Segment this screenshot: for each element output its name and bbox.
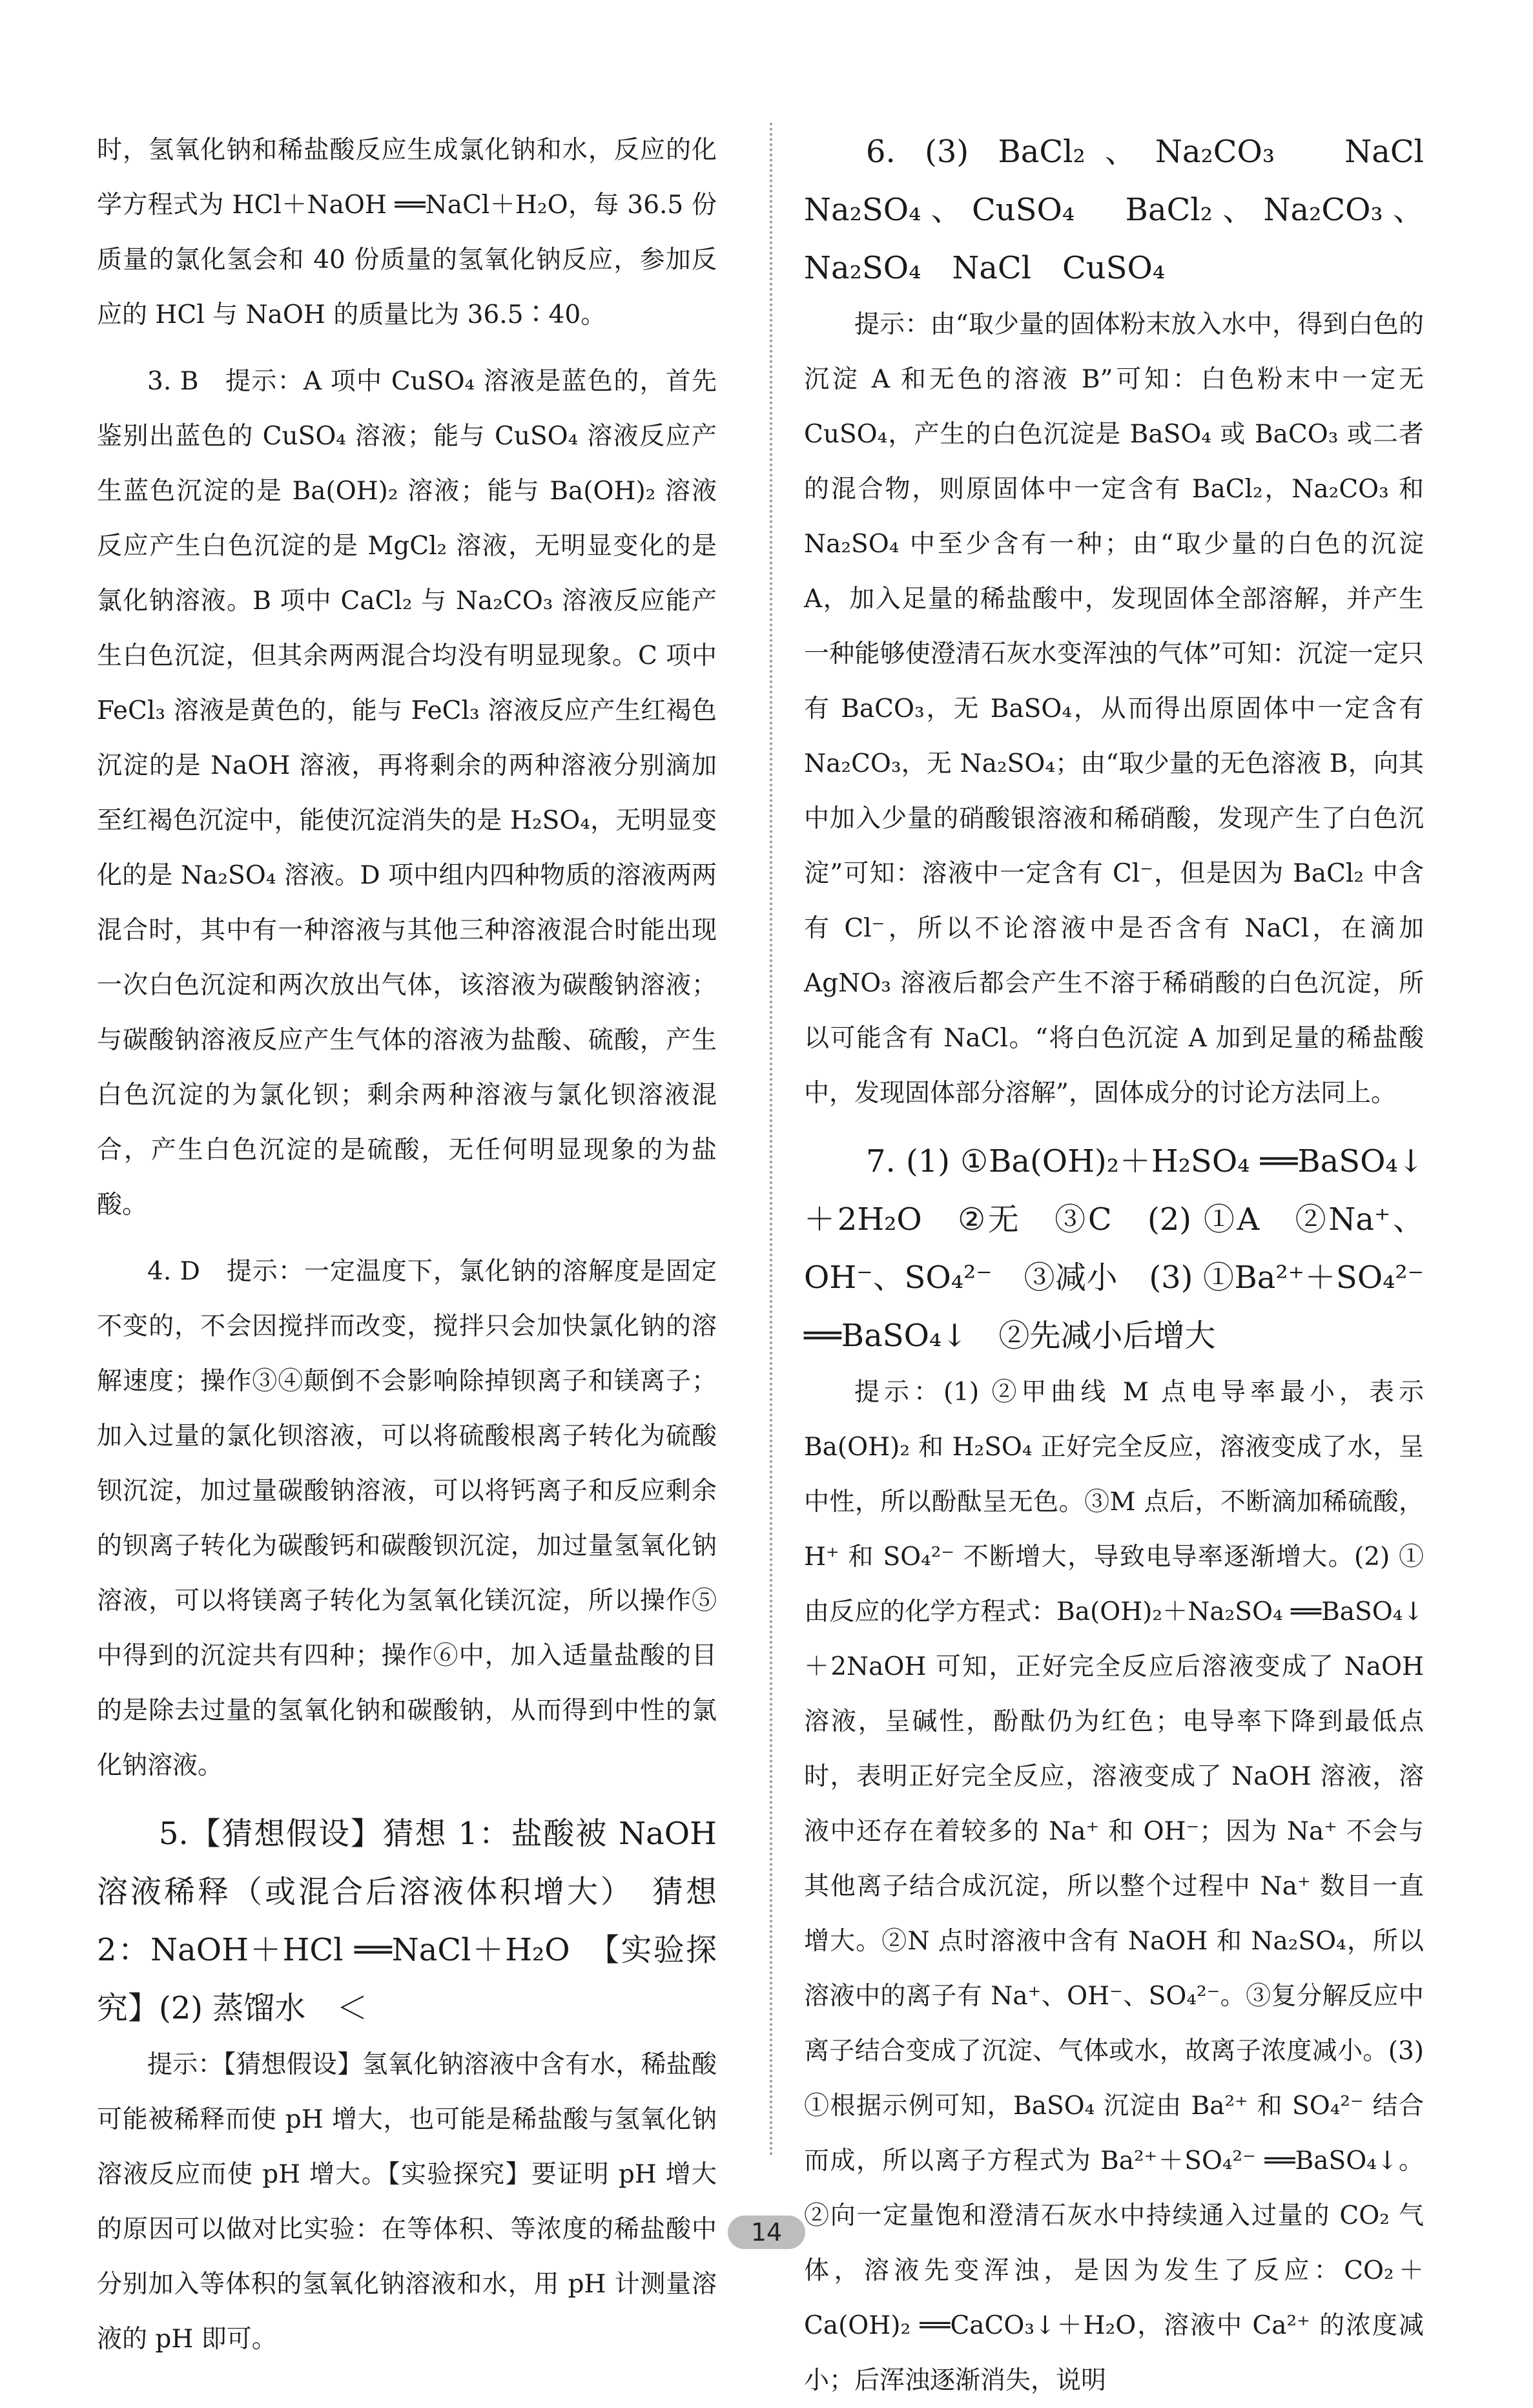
- right-paragraph-4: 提示：(1) ②甲曲线 M 点电导率最小，表示 Ba(OH)₂ 和 H₂SO₄ 正好完全反应，溶液变成了水，呈中性，所以酚酞呈无色。③M 点后，不断滴加稀硫酸，H⁺ 和 SO₄²⁻ 不断增大，导致电导率逐渐增大。(2) ①由反应的化学方程式：Ba(OH)₂＋Na₂SO₄ ══BaSO₄↓＋2NaOH 可知，正好完全反应后溶液变成了 NaOH 溶液，呈碱性，酚酞仍为红色；电导率下降到最低点时，表明正好完全反应，溶液变成了 NaOH 溶液，溶液中还存在着较多的 Na⁺ 和 OH⁻；因为 Na⁺ 不会与其他离子结合成沉淀，所以整个过程中 Na⁺ 数目一直增大。②N 点时溶液中含有 NaOH 和 Na₂SO₄，所以溶液中的离子有 Na⁺、OH⁻、SO₄²⁻。③复分解反应中离子结合变成了沉淀、气体或水，故离子浓度减小。(3) ①根据示例可知，BaSO₄ 沉淀由 Ba²⁺ 和 SO₄²⁻ 结合而成，所以离子方程式为 Ba²⁺＋SO₄²⁻ ══BaSO₄↓。②向一定量饱和澄清石灰水中持续通入过量的 CO₂ 气体，溶液先变浑浊，是因为发生了反应：CO₂＋Ca(OH)₂ ══CaCO₃↓＋H₂O，溶液中 Ca²⁺ 的浓度减小；后浑浊逐渐消失，说明: [804, 1378, 1424, 2395]
- left-paragraph-1: 时，氢氧化钠和稀盐酸反应生成氯化钠和水，反应的化学方程式为 HCl＋NaOH ══NaCl＋H₂O，每 36.5 份质量的氯化氢会和 40 份质量的氢氧化钠反应，参加反应的 HCl 与 NaOH 的质量比为 36.5∶40。: [97, 136, 717, 329]
- left-paragraph-2: 3. B 提示：A 项中 CuSO₄ 溶液是蓝色的，首先鉴别出蓝色的 CuSO₄ 溶液；能与 CuSO₄ 溶液反应产生蓝色沉淀的是 Ba(OH)₂ 溶液；能与 Ba(OH)₂ 溶液反应产生白色沉淀的是 MgCl₂ 溶液，无明显变化的是氯化钠溶液。B 项中 CaCl₂ 与 Na₂CO₃ 溶液反应能产生白色沉淀，但其余两两混合均没有明显现象。C 项中 FeCl₃ 溶液是黄色的，能与 FeCl₃ 溶液反应产生红褐色沉淀的是 NaOH 溶液，再将剩余的两种溶液分别滴加至红褐色沉淀中，能使沉淀消失的是 H₂SO₄，无明显变化的是 Na₂SO₄ 溶液。D 项中组内四种物质的溶液两两混合时，其中有一种溶液与其他三种溶液混合时能出现一次白色沉淀和两次放出气体，该溶液为碳酸钠溶液；与碳酸钠溶液反应产生气体的溶液为盐酸、硫酸，产生白色沉淀的为氯化钡；剩余两种溶液与氯化钡溶液混合，产生白色沉淀的是硫酸，无任何明显现象的为盐酸。: [97, 367, 717, 1220]
- page-number: 14: [728, 2216, 805, 2249]
- left-paragraph-5: 提示：【猜想假设】氢氧化钠溶液中含有水，稀盐酸可能被稀释而使 pH 增大，也可能是稀盐酸与氢氧化钠溶液反应而使 pH 增大。【实验探究】要证明 pH 增大的原因可以做对比实验：在等体积、等浓度的稀盐酸中分别加入等体积的氢氧化钠溶液和水，用 pH 计测量溶液的 pH 即可。: [97, 2050, 717, 2354]
- left-column: [97, 123, 717, 2367]
- right-paragraph-2: 提示：由“取少量的固体粉末放入水中，得到白色的沉淀 A 和无色的溶液 B”可知：白色粉末中一定无 CuSO₄，产生的白色沉淀是 BaSO₄ 或 BaCO₃ 或二者的混合物，则原固体中一定含有 BaCl₂，Na₂CO₃ 和 Na₂SO₄ 中至少含有一种；由“取少量的白色的沉淀 A，加入足量的稀盐酸中，发现固体全部溶解，并产生一种能够使澄清石灰水变浑浊的气体”可知：沉淀一定只有 BaCO₃，无 BaSO₄，从而得出原固体中一定含有 Na₂CO₃，无 Na₂SO₄；由“取少量的无色溶液 B，向其中加入少量的硝酸银溶液和稀硝酸，发现产生了白色沉淀”可知：溶液中一定含有 Cl⁻，但是因为 BaCl₂ 中含有 Cl⁻，所以不论溶液中是否含有 NaCl，在滴加 AgNO₃ 溶液后都会产生不溶于稀硝酸的白色沉淀，所以可能含有 NaCl。“将白色沉淀 A 加到足量的稀盐酸中，发现固体部分溶解”，固体成分的讨论方法同上。: [804, 310, 1424, 1108]
- column-divider: [770, 123, 772, 2157]
- right-column: [804, 123, 1456, 2408]
- left-paragraph-4: 5.【猜想假设】猜想 1：盐酸被 NaOH 溶液稀释（或混合后溶液体积增大） 猜想 2：NaOH＋HCl ══NaCl＋H₂O 【实验探究】(2) 蒸馏水 ＜: [97, 1816, 717, 2026]
- right-paragraph-1: 6. (3) BaCl₂、Na₂CO₃ NaCl Na₂SO₄、CuSO₄ BaCl₂、Na₂CO₃、Na₂SO₄ NaCl CuSO₄: [804, 134, 1456, 286]
- left-paragraph-3: 4. D 提示：一定温度下，氯化钠的溶解度是固定不变的，不会因搅拌而改变，搅拌只会加快氯化钠的溶解速度；操作③④颠倒不会影响除掉钡离子和镁离子；加入过量的氯化钡溶液，可以将硫酸根离子转化为硫酸钡沉淀，加过量碳酸钠溶液，可以将钙离子和反应剩余的钡离子转化为碳酸钙和碳酸钡沉淀，加过量氢氧化钠溶液，可以将镁离子转化为氢氧化镁沉淀，所以操作⑤中得到的沉淀共有四种；操作⑥中，加入适量盐酸的目的是除去过量的氢氧化钠和碳酸钠，从而得到中性的氯化钠溶液。: [97, 1257, 717, 1780]
- right-paragraph-3: 7. (1) ①Ba(OH)₂＋H₂SO₄ ══BaSO₄↓＋2H₂O ②无 ③C (2) ①A ②Na⁺、OH⁻、SO₄²⁻ ③减小 (3) ①Ba²⁺＋SO₄²⁻ ══BaSO₄↓ ②先减小后增大: [804, 1143, 1424, 1354]
